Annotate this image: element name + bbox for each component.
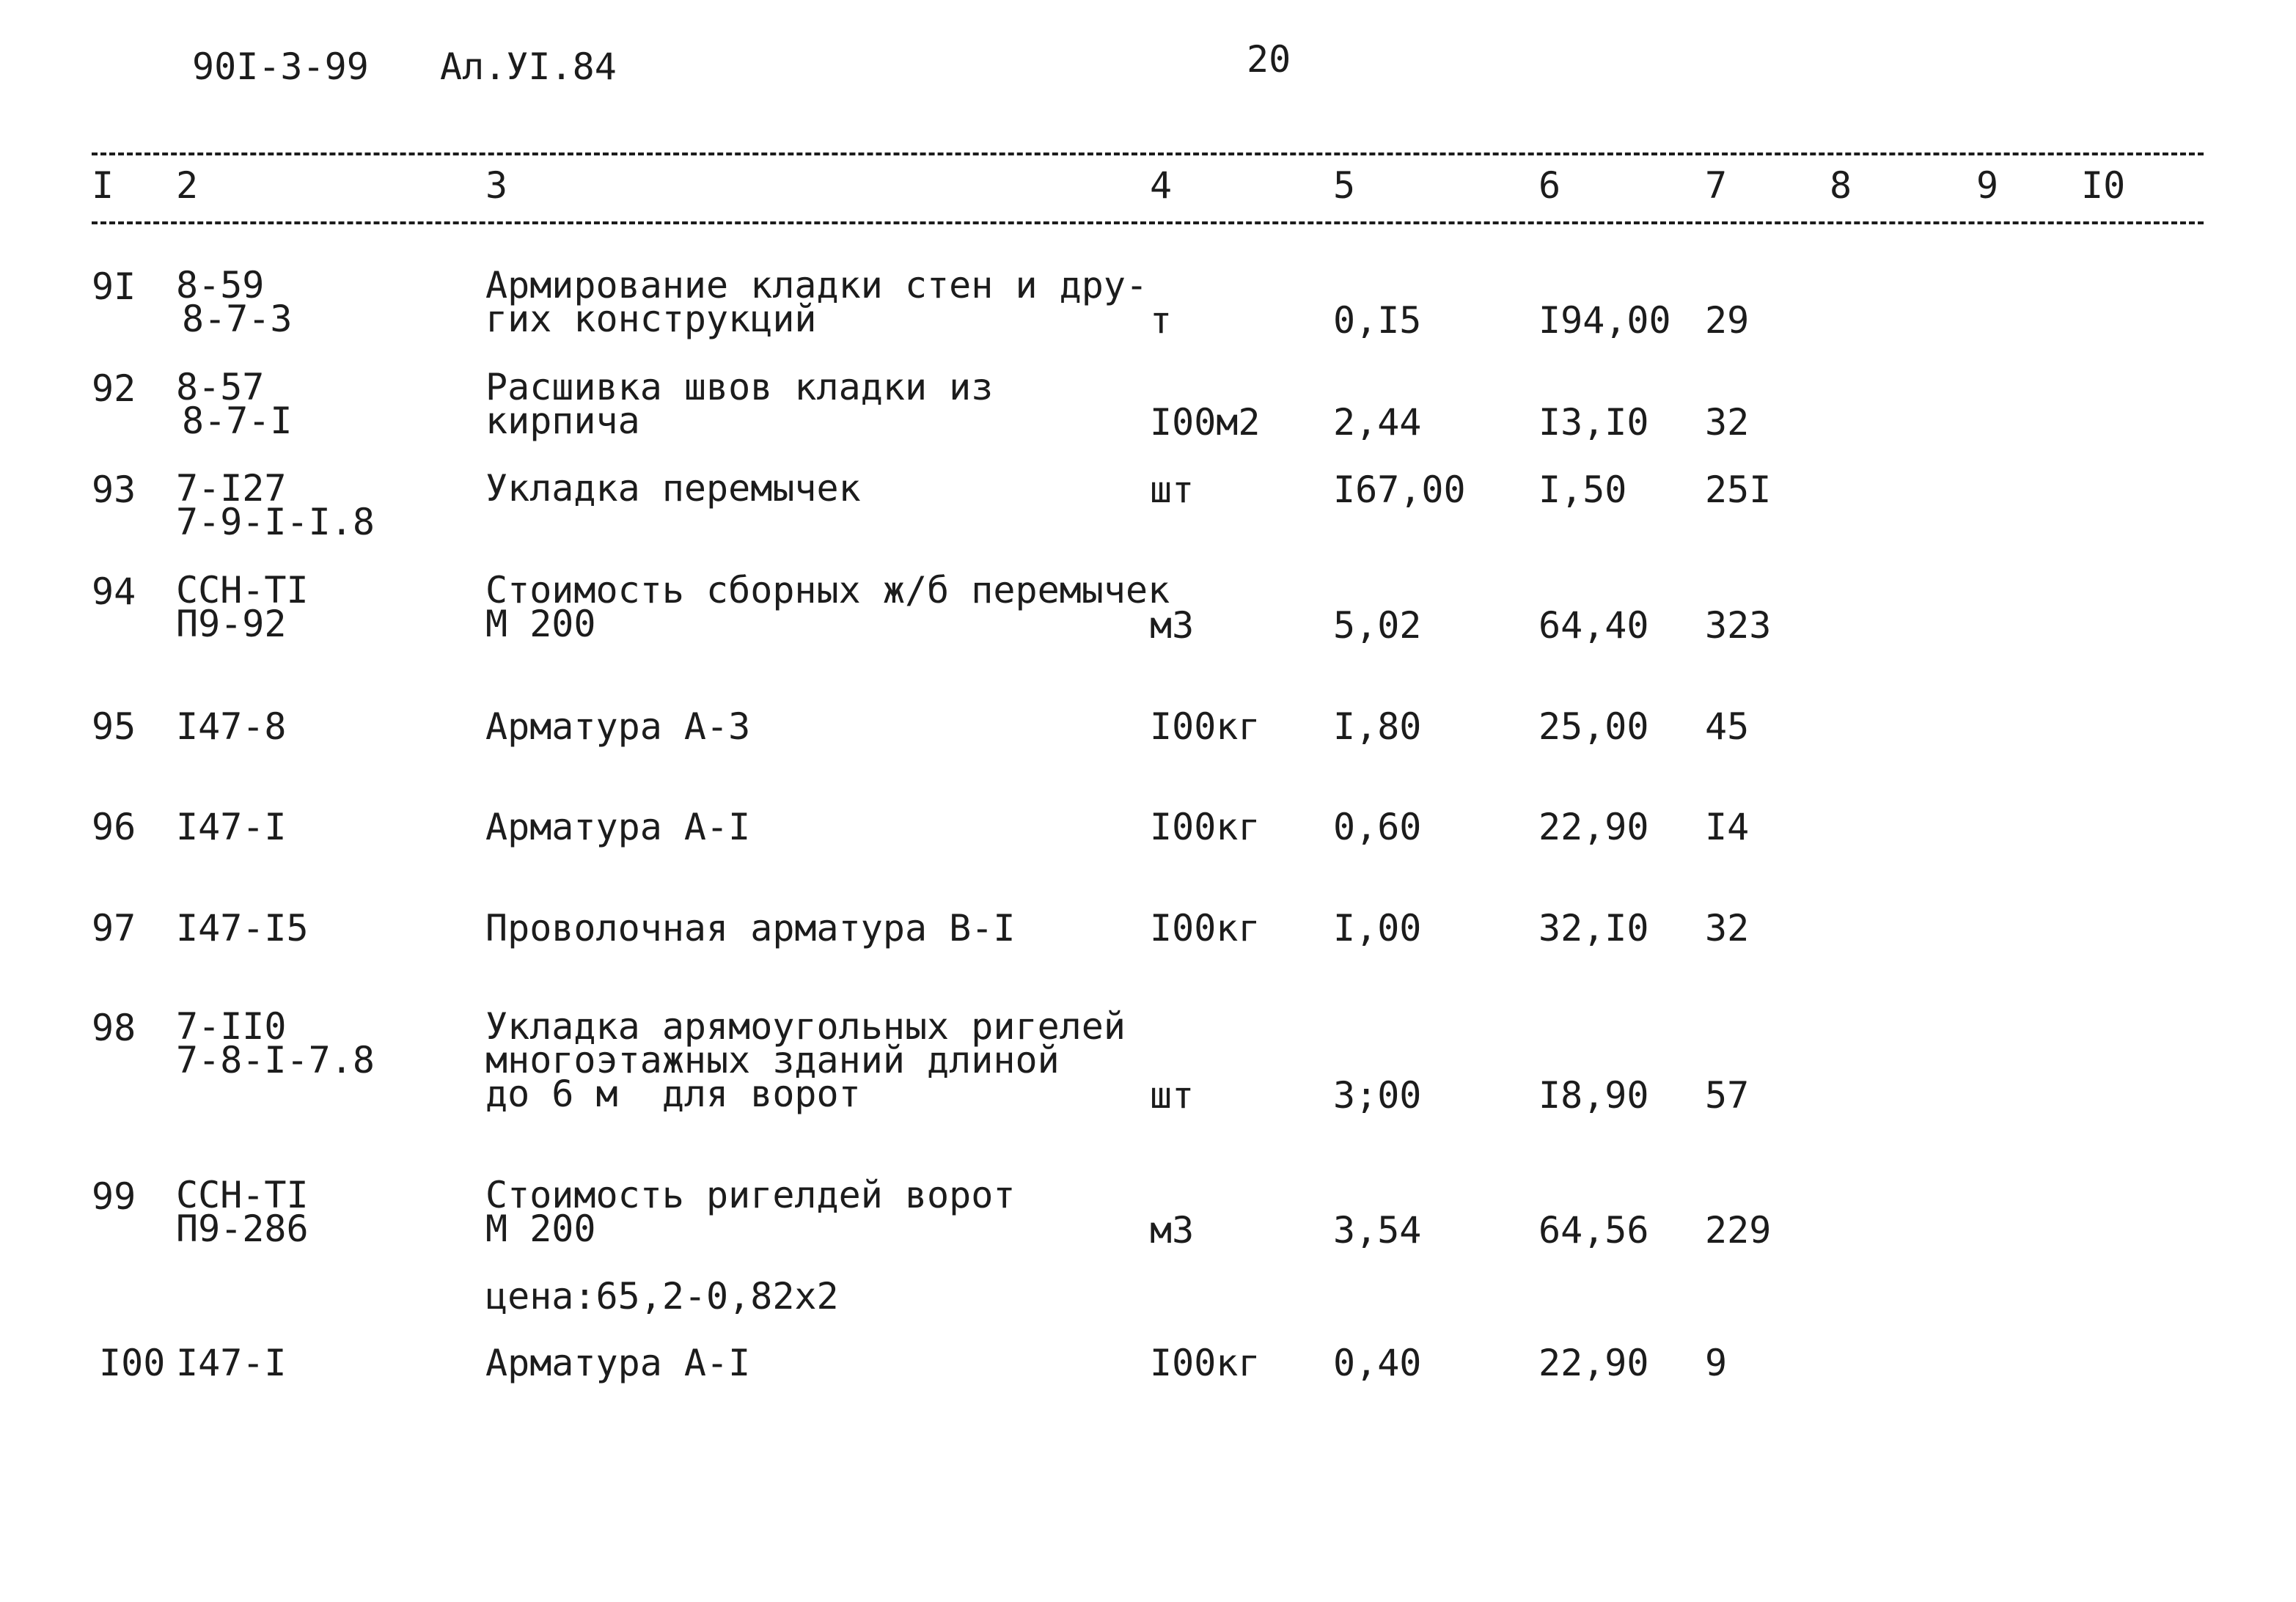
row-number: 98 — [92, 1007, 136, 1049]
row-code: I47-8 — [176, 705, 287, 748]
row-number: 9I — [92, 265, 136, 308]
row-unit: I00кг — [1150, 907, 1261, 949]
row-code: 8-59 8-7-3 — [176, 264, 293, 340]
row-code: 7-II0 7-8-I-7.8 — [176, 1005, 375, 1081]
row-total: 32 — [1705, 907, 1750, 949]
column-header: I0 — [2081, 164, 2126, 207]
column-header: 5 — [1333, 164, 1356, 207]
page-number: 20 — [1247, 38, 1291, 81]
row-unit-price: 22,90 — [1538, 1342, 1649, 1384]
row-description: Арматура А-3 — [485, 705, 751, 748]
row-description: Стоимость ригелдей ворот М 200 — [485, 1174, 1016, 1250]
row-code: I47-I5 — [176, 907, 309, 949]
row-quantity: 5,02 — [1333, 604, 1422, 647]
row-description: Армирование кладки стен и дру- гих конструкций — [485, 264, 1148, 340]
row-total: 9 — [1705, 1342, 1728, 1384]
column-header: 6 — [1538, 164, 1561, 207]
column-header: 9 — [1976, 164, 1999, 207]
row-code: 8-57 8-7-I — [176, 366, 293, 442]
column-header: 4 — [1150, 164, 1173, 207]
row-unit-price: 22,90 — [1538, 806, 1649, 848]
row-description: Арматура А-I — [485, 1342, 751, 1384]
row-description: Арматура А-I — [485, 806, 751, 848]
row-unit-price: 64,56 — [1538, 1209, 1649, 1252]
row-unit-price: I8,90 — [1538, 1074, 1649, 1117]
row-code: ССН-ТI П9-92 — [176, 569, 309, 645]
row-number: 99 — [92, 1175, 136, 1218]
row-code: 7-I27 7-9-I-I.8 — [176, 467, 375, 543]
row-quantity: 0,I5 — [1333, 299, 1422, 342]
row-code: I47-I — [176, 806, 287, 848]
row-unit: шт — [1150, 1074, 1195, 1117]
row-description: Стоимость сборных ж/б перемычек М 200 — [485, 569, 1170, 645]
column-header: 7 — [1705, 164, 1728, 207]
row-quantity: 0,60 — [1333, 806, 1422, 848]
row-description: Укладка арямоугольных ригелей многоэтажных зданий длиной до 6 м для ворот — [485, 1005, 1126, 1115]
row-code: ССН-ТI П9-286 — [176, 1174, 309, 1250]
row-total: 32 — [1705, 401, 1750, 444]
row-unit: м3 — [1150, 604, 1195, 647]
row-description: Проволочная арматура В-I — [485, 907, 1016, 949]
column-header: 8 — [1830, 164, 1852, 207]
row-number: 94 — [92, 570, 136, 613]
row-number: I00 — [99, 1342, 166, 1384]
row-unit: I00кг — [1150, 705, 1261, 748]
row-description: Расшивка швов кладки из кирпича — [485, 366, 994, 442]
row-quantity: I,00 — [1333, 907, 1422, 949]
column-header: 2 — [176, 164, 199, 207]
row-quantity: 2,44 — [1333, 401, 1422, 444]
row-total: 29 — [1705, 299, 1750, 342]
row-number: 95 — [92, 705, 136, 748]
column-header: 3 — [485, 164, 508, 207]
row-number: 93 — [92, 469, 136, 511]
row-total: 323 — [1705, 604, 1772, 647]
row-unit: I00м2 — [1150, 401, 1261, 444]
row-unit-price: 32,I0 — [1538, 907, 1649, 949]
row-quantity: I,80 — [1333, 705, 1422, 748]
row-quantity: 3,54 — [1333, 1209, 1422, 1252]
row-description: Укладка перемычек — [485, 467, 861, 510]
row-quantity: 3;00 — [1333, 1074, 1422, 1117]
row-unit: т — [1150, 299, 1173, 342]
row-number: 96 — [92, 806, 136, 848]
row-code: I47-I — [176, 1342, 287, 1384]
row-number: 97 — [92, 907, 136, 949]
column-header: I — [92, 164, 114, 207]
header-rule-bottom — [92, 221, 2204, 224]
row-number: 92 — [92, 367, 136, 410]
row-quantity: 0,40 — [1333, 1342, 1422, 1384]
row-quantity: I67,00 — [1333, 469, 1466, 511]
album-code: Ал.УI.84 — [440, 45, 617, 88]
header-rule-top — [92, 153, 2204, 155]
row-unit: шт — [1150, 469, 1195, 511]
row-unit-price: I,50 — [1538, 469, 1627, 511]
row-unit-price: I94,00 — [1538, 299, 1671, 342]
row-total: 57 — [1705, 1074, 1750, 1117]
row-total: I4 — [1705, 806, 1750, 848]
row-unit: I00кг — [1150, 1342, 1261, 1384]
row-total: 229 — [1705, 1209, 1772, 1252]
row-unit-price: I3,I0 — [1538, 401, 1649, 444]
row-total: 45 — [1705, 705, 1750, 748]
row-unit: м3 — [1150, 1209, 1195, 1252]
row-unit-price: 25,00 — [1538, 705, 1649, 748]
price-note: цена:65,2-0,82х2 — [485, 1275, 839, 1318]
row-unit: I00кг — [1150, 806, 1261, 848]
row-total: 25I — [1705, 469, 1772, 511]
row-unit-price: 64,40 — [1538, 604, 1649, 647]
document-code: 90I-3-99 — [192, 45, 369, 88]
